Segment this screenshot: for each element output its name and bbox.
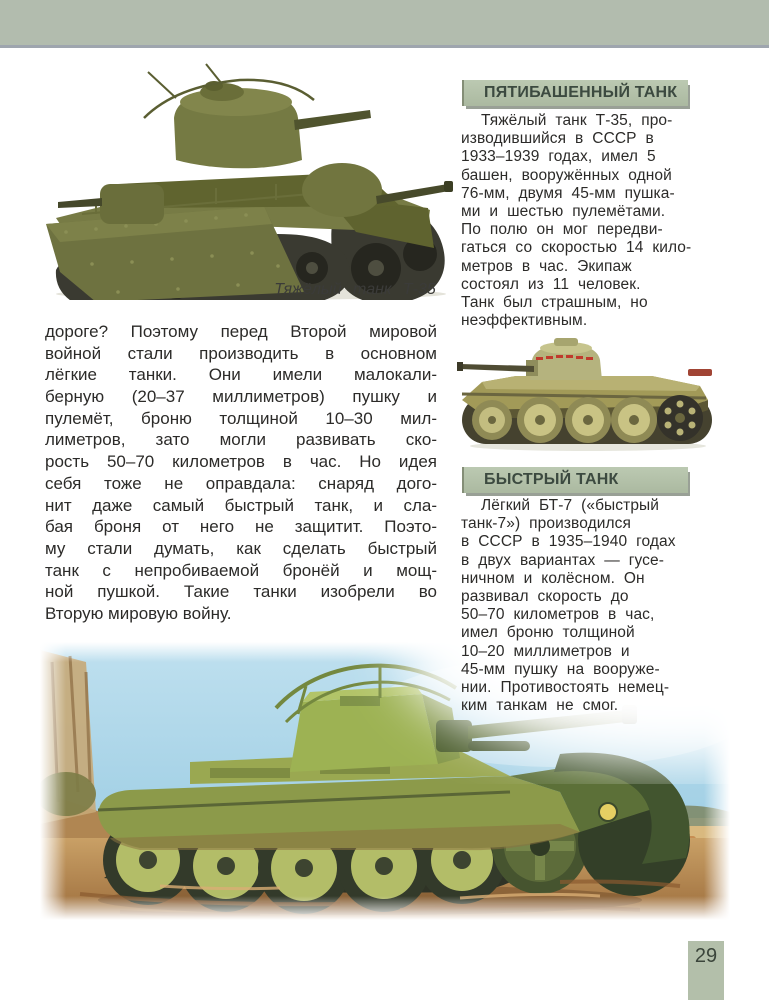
text-line: танк-7») производился: [461, 515, 631, 533]
bt7-gun-barrel: [460, 364, 534, 372]
main-paragraph: [45, 321, 437, 625]
text-line: метров в час. Экипаж: [461, 257, 632, 275]
text-line: Лёгкий БТ-7 («быстрый: [481, 497, 660, 514]
t35-heavy-tank-photo: [26, 56, 456, 300]
text-line: нит даже самый быстрый танк, и сла-: [45, 495, 437, 515]
text-line: 50–70 километров в час,: [461, 606, 655, 624]
text-line: развивал скорость до: [461, 588, 629, 606]
text-line: в СССР в 1935–1940 годах: [461, 533, 676, 551]
sidebar-text-five-turret-tank: [461, 112, 723, 330]
text-line: в двух вариантах — гусе-: [461, 551, 664, 569]
text-line: рость 50–70 километров в час. Но идея: [45, 452, 437, 472]
text-line: башен, вооружённых одной: [461, 166, 672, 184]
page-number: 29: [694, 945, 718, 967]
t35-tank-illustration: [26, 56, 456, 300]
page-number-tab: [688, 941, 724, 1000]
text-line: ми и шестью пулемётами.: [461, 203, 666, 221]
text-line: лиметров, зато могли развивать ско-: [45, 430, 437, 450]
text-line: берную (20–37 миллиметров) пушку и: [45, 387, 437, 407]
top-decorative-bar: [0, 0, 769, 48]
text-line: му стали думать, как сделать быстрый: [45, 538, 437, 558]
text-line: дороге? Поэтому перед Второй мировой: [45, 322, 437, 341]
sidebar-heading-label: БЫСТРЫЙ ТАНК: [484, 471, 619, 488]
text-line: Танк был страшным, но: [461, 294, 648, 312]
text-line: себя тоже не оправдала: снаряд дого-: [45, 473, 437, 493]
text-line: 76-мм, двумя 45-мм пушка-: [461, 184, 675, 202]
text-line: ким танкам не смог.: [461, 697, 619, 715]
text-line: ничном и колёсном. Он: [461, 569, 645, 587]
text-line: изводившийся в СССР в: [461, 130, 654, 148]
scene-headlight: [599, 803, 617, 821]
text-line: бая броня от него не защитит. Поэто-: [45, 517, 437, 537]
text-line: 1933–1939 годах, имел 5: [461, 148, 656, 166]
text-line: 10–20 миллиметров и: [461, 642, 630, 660]
sidebar-heading-label: ПЯТИБАШЕННЫЙ ТАНК: [484, 84, 678, 101]
text-line: 45-мм пушку на вооруже-: [461, 660, 660, 678]
text-line: пулемёт, броню толщиной 10–30 мил-: [45, 408, 437, 428]
text-line: имел броню толщиной: [461, 624, 635, 642]
sidebar-heading-five-turret-tank: [462, 80, 688, 106]
text-line: Тяжёлый танк Т-35, про-: [481, 112, 673, 129]
text-line: нии. Противостоять немец-: [461, 679, 670, 697]
text-line: неэффективным.: [461, 312, 588, 330]
text-line: По полю он мог передви-: [461, 221, 663, 239]
bt7-tank-side-view: [456, 336, 724, 456]
text-line: войной стали производить в основном: [45, 343, 437, 363]
text-line: ной пушкой. Такие танки изобрели во: [45, 582, 437, 602]
sidebar-heading-fast-tank: [462, 467, 688, 493]
text-line: гаться со скоростью 14 кило-: [461, 239, 692, 257]
photo-caption: Тяжёлый танк Т-35: [274, 281, 436, 298]
bt7-side-illustration: [456, 336, 724, 456]
sidebar-text-fast-tank: [461, 497, 723, 715]
text-line: танк с непробиваемой бронёй и мощ-: [45, 560, 437, 580]
text-line: лёгкие танки. Они имели малокали-: [45, 365, 437, 385]
text-line: Вторую мировую войну.: [45, 603, 232, 623]
bt7-turret: [457, 338, 602, 380]
text-line: состоял из 11 человек.: [461, 275, 641, 293]
t35-main-turret: [144, 64, 371, 168]
